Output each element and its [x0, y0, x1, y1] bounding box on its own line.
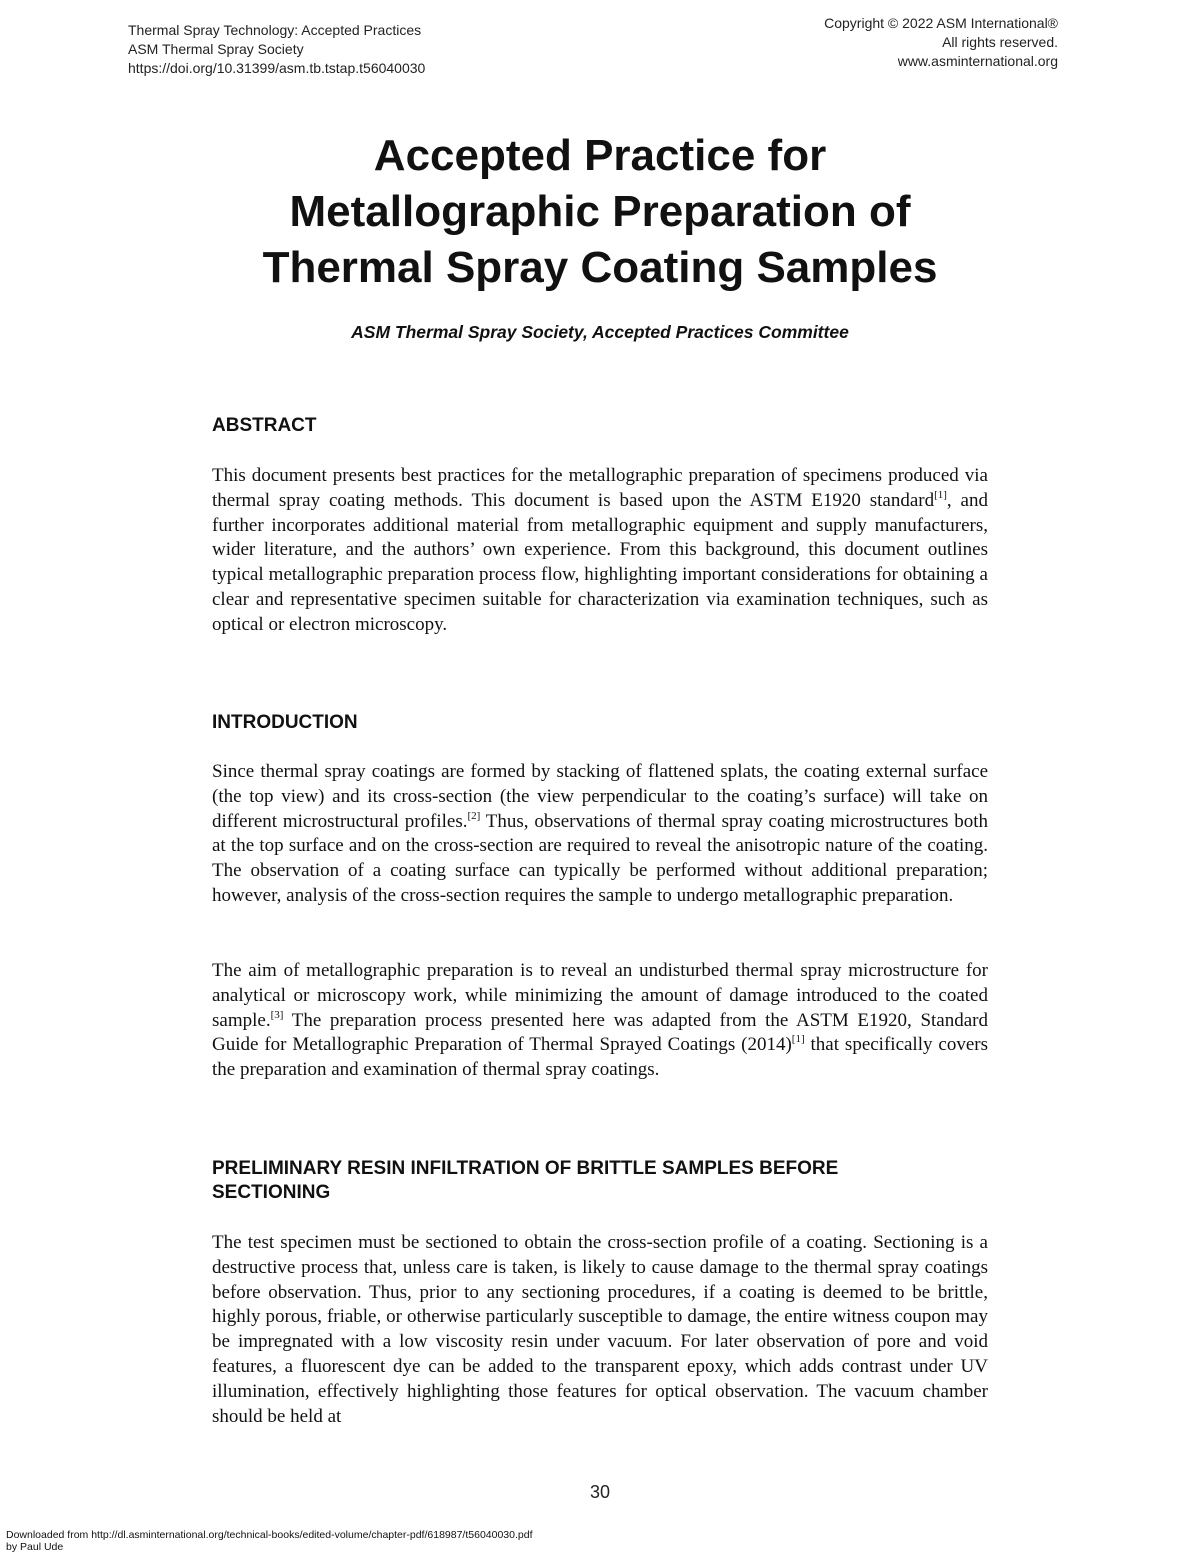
abstract-heading: ABSTRACT: [212, 415, 317, 436]
title-line-3: Thermal Spray Coating Samples: [262, 243, 938, 292]
doi-link[interactable]: https://doi.org/10.31399/asm.tb.tstap.t56040030: [128, 60, 426, 76]
book-title: Thermal Spray Technology: Accepted Practices: [128, 22, 422, 38]
abstract-paragraph: This document presents best practices for the metallographic preparation of specimens produced via thermal spray coating methods. This document is based upon the ASTM E1920 standard[1], and further incorporates additional material from metallographic equipment and supply manufacturers, wider literature, and the authors’ own experience. From this background, this document outlines typical metallographic preparation process flow, highlighting important considerations for obtaining a clear and representative specimen suitable for characterization via examination techniques, such as optical or electron microscopy.: [212, 465, 988, 635]
page-title: [0, 128, 1200, 296]
copyright-text: Copyright © 2022 ASM International®: [824, 15, 1058, 31]
website-link[interactable]: www.asminternational.org: [897, 53, 1058, 69]
rights-text: All rights reserved.: [942, 34, 1058, 50]
citation-ref[interactable]: [1]: [934, 488, 947, 501]
citation-ref[interactable]: [3]: [270, 1008, 284, 1021]
citation-ref[interactable]: [2]: [467, 809, 481, 822]
title-line-2: Metallographic Preparation of: [289, 187, 911, 236]
download-user: by Paul Ude: [6, 1541, 64, 1553]
introduction-paragraph-1: Since thermal spray coatings are formed by stacking of flattened splats, the coating external surface (the top view) and its cross-section (the view perpendicular to the coating’s surface) will take on different microstructural profiles.[2] Thus, observations of thermal spray coating microstructures both at the top surface and on the cross-section are required to reveal the anisotropic nature of the coating. The observation of a coating surface can typically be performed without additional preparation; however, analysis of the cross-section requires the sample to undergo metallographic preparation.: [212, 761, 989, 906]
citation-ref[interactable]: [1]: [791, 1033, 805, 1046]
preliminary-heading: PRELIMINARY RESIN INFILTRATION OF BRITTLE SAMPLES BEFORE SECTIONING: [212, 1158, 839, 1203]
author-line: ASM Thermal Spray Society, Accepted Practices Committee: [351, 322, 849, 342]
download-url[interactable]: Downloaded from http://dl.asminternational.org/technical-books/edited-volume/chapter-pdf/618987/t56040030.pdf: [6, 1529, 533, 1541]
title-line-1: Accepted Practice for: [373, 131, 827, 180]
download-footer: [6, 1529, 533, 1553]
introduction-heading: INTRODUCTION: [212, 712, 358, 733]
introduction-paragraph-2: The aim of metallographic preparation is to reveal an undisturbed thermal spray microstructure for analytical or microscopy work, while minimizing the amount of damage introduced to the coated sample.[3] The preparation process presented here was adapted from the ASTM E1920, Standard Guide for Metallographic Preparation of Thermal Sprayed Coatings (2014)[1] that specifically covers the preparation and examination of thermal spray coatings.: [212, 960, 988, 1081]
header-left: [128, 21, 425, 78]
header-right: [824, 14, 1058, 71]
page-number: 30: [589, 1482, 611, 1502]
society-name: ASM Thermal Spray Society: [128, 41, 304, 57]
preliminary-paragraph: The test specimen must be sectioned to obtain the cross-section profile of a coating. Sectioning is a destructive process that, unless care is taken, is likely to cause damage to the thermal spray coatings before observation. Thus, prior to any sectioning procedures, if a coating is deemed to be brittle, highly porous, friable, or otherwise particularly susceptible to damage, the entire witness coupon may be impregnated with a low viscosity resin under vacuum. For later observation of pore and void features, a fluorescent dye can be added to the transparent epoxy, which adds contrast under UV illumination, effectively highlighting those features for optical observation. The vacuum chamber should be held at: [212, 1232, 988, 1427]
